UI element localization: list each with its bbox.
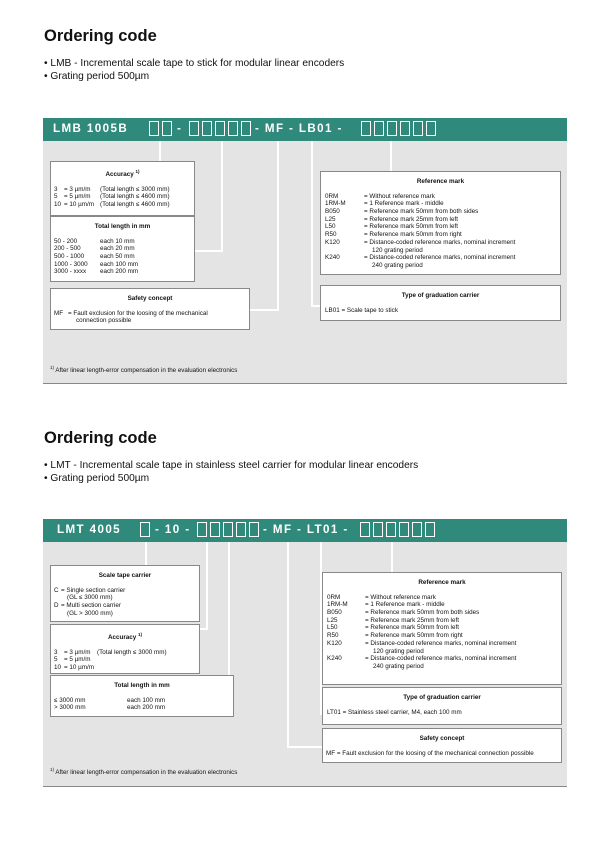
accuracy-title: Accuracy $^{1)}$ bbox=[107, 632, 143, 642]
footnote: $^{1)}$ After linear length-error compensation in the evaluation electronics bbox=[50, 365, 238, 375]
code-slot bbox=[162, 121, 172, 136]
connector-line bbox=[390, 141, 392, 171]
connector-line bbox=[228, 542, 230, 677]
connector-line bbox=[221, 141, 223, 252]
code-band bbox=[43, 519, 567, 542]
safety-concept-title: Safety concept bbox=[419, 735, 465, 742]
code-slot bbox=[228, 121, 238, 136]
connector-line bbox=[145, 542, 147, 565]
safety-concept-box: Safety concept MF = Fault exclusion for the loosing of the mechanical connection possible bbox=[50, 288, 250, 330]
section1-heading: Ordering code bbox=[44, 27, 157, 45]
safety-concept-box bbox=[322, 728, 562, 763]
code-slot bbox=[140, 522, 150, 537]
code-slot bbox=[197, 522, 207, 537]
footnote: $^{1)}$ After linear length-error compensation in the evaluation electronics bbox=[50, 767, 238, 777]
code-slot bbox=[400, 121, 410, 136]
code-slot bbox=[241, 121, 251, 136]
code-slot bbox=[149, 121, 159, 136]
connector-line bbox=[250, 309, 279, 311]
total-length-box: Total length in mm ≤ 3000 mm each 100 mm > 3000 mm each 200 mm bbox=[50, 675, 234, 717]
scale-tape-carrier-title: Scale tape carrier bbox=[98, 572, 152, 579]
connector-line bbox=[311, 141, 313, 307]
reference-mark-title: Reference mark bbox=[418, 579, 466, 586]
code-prefix: LMT 4005 bbox=[57, 523, 122, 536]
code-slot bbox=[412, 522, 422, 537]
code-middle: - MF - LT01 - bbox=[263, 523, 349, 536]
code-slot bbox=[374, 121, 384, 136]
accuracy-box: Accuracy $^{1)}$ 3 = 3 µm/m (Total length ≤ 3000 mm) 5 = 5 µm/m 10 = 10 µm/m bbox=[50, 624, 200, 674]
code-slot bbox=[399, 522, 409, 537]
code-slot bbox=[361, 121, 371, 136]
connector-line bbox=[287, 542, 289, 748]
code-slot bbox=[386, 522, 396, 537]
code-middle: - 10 - bbox=[155, 523, 191, 536]
code-slot bbox=[413, 121, 423, 136]
code-slot bbox=[210, 522, 220, 537]
total-length-title: Total length in mm bbox=[94, 223, 151, 230]
code-slot bbox=[189, 121, 199, 136]
reference-mark-box: Reference mark 0RM = Without reference mark 1RM-M = 1 Reference mark - middle B050 = Reference mark 50mm from both sides L25 = Reference mark 25mm from left L50 = Reference mark 50mm from left R50 = Reference mark 50mm from right K120 = Distance-coded reference marks, nominal increment 120 grating period K240 = Distance-coded reference marks, nominal increment 240 grating period bbox=[320, 171, 561, 275]
section2-heading: Ordering code bbox=[44, 429, 157, 447]
bullet-grating: • Grating period 500µm bbox=[44, 70, 150, 82]
bullet-lmb: • LMB - Incremental scale tape to stick for modular linear encoders bbox=[44, 58, 345, 69]
code-slot bbox=[426, 121, 436, 136]
graduation-carrier-text: LB01 = Scale tape to stick bbox=[325, 306, 398, 314]
code-prefix: LMB 1005B bbox=[53, 122, 129, 135]
code-middle: - MF - LB01 - bbox=[255, 122, 343, 135]
code-slot bbox=[215, 121, 225, 136]
connector-line bbox=[391, 542, 393, 572]
accuracy-box: Accuracy $^{1)}$ 3 = 3 µm/m (Total length ≤ 3000 mm) 5 = 5 µm/m (Total length ≤ 4600 mm) 10 = 10 µm/m (Total length ≤ 4600 mm) bbox=[50, 161, 195, 216]
code-dash: - bbox=[177, 122, 183, 135]
scale-tape-carrier-box: Scale tape carrier C = Single section carrier (GL ≤ 3000 mm) D = Multi section carrier (GL > 3000 mm) bbox=[50, 565, 200, 622]
code-slot bbox=[236, 522, 246, 537]
connector-line bbox=[206, 542, 208, 630]
code-slot bbox=[223, 522, 233, 537]
connector-line bbox=[277, 141, 279, 311]
code-slot bbox=[387, 121, 397, 136]
bullet-grating: • Grating period 500µm bbox=[44, 472, 150, 484]
section2-bullets bbox=[44, 460, 418, 485]
code-slot bbox=[360, 522, 370, 537]
graduation-carrier-box bbox=[320, 285, 561, 321]
code-slot bbox=[249, 522, 259, 537]
graduation-carrier-box bbox=[322, 687, 562, 725]
safety-concept-text: MF = Fault exclusion for the loosing of the mechanical connection possible bbox=[326, 749, 534, 757]
connector-line bbox=[311, 305, 320, 307]
reference-mark-title: Reference mark bbox=[416, 178, 465, 185]
ordering-code-panel-lmb bbox=[43, 118, 567, 384]
code-slot bbox=[373, 522, 383, 537]
graduation-carrier-text: LT01 = Stainless steel carrier, M4, each 100 mm bbox=[327, 708, 462, 716]
graduation-carrier-title: Type of graduation carrier bbox=[401, 292, 480, 299]
code-band bbox=[43, 118, 567, 141]
code-slot bbox=[202, 121, 212, 136]
safety-concept-title: Safety concept bbox=[127, 295, 173, 302]
bullet-lmt: • LMT - Incremental scale tape in stainless steel carrier for modular linear encoders bbox=[44, 460, 419, 471]
connector-line bbox=[200, 628, 208, 630]
ordering-code-panel-lmt bbox=[43, 519, 567, 787]
code-slot bbox=[425, 522, 435, 537]
total-length-title: Total length in mm bbox=[114, 682, 170, 689]
graduation-carrier-title: Type of graduation carrier bbox=[403, 694, 481, 701]
accuracy-title: Accuracy $^{1)}$ bbox=[105, 169, 140, 179]
reference-mark-box: Reference mark 0RM = Without reference mark 1RM-M = 1 Reference mark - middle B050 = Reference mark 50mm from both sides L25 = Reference mark 25mm from left L50 = Reference mark 50mm from left R50 = Reference mark 50mm from right K120 = Distance-coded reference marks, nominal increment 120 grating period K240 = Distance-coded reference marks, nominal increment 240 grating period bbox=[322, 572, 562, 685]
connector-line bbox=[159, 141, 161, 161]
section1-bullets bbox=[44, 58, 344, 83]
connector-line bbox=[287, 746, 322, 748]
total-length-box: Total length in mm 50 - 200 each 10 mm 200 - 500 each 20 mm 500 - 1000 each 50 mm 1000 - 3000 each 100 mm 3000 - xxxx each 200 mm bbox=[50, 216, 195, 282]
connector-line bbox=[194, 250, 223, 252]
